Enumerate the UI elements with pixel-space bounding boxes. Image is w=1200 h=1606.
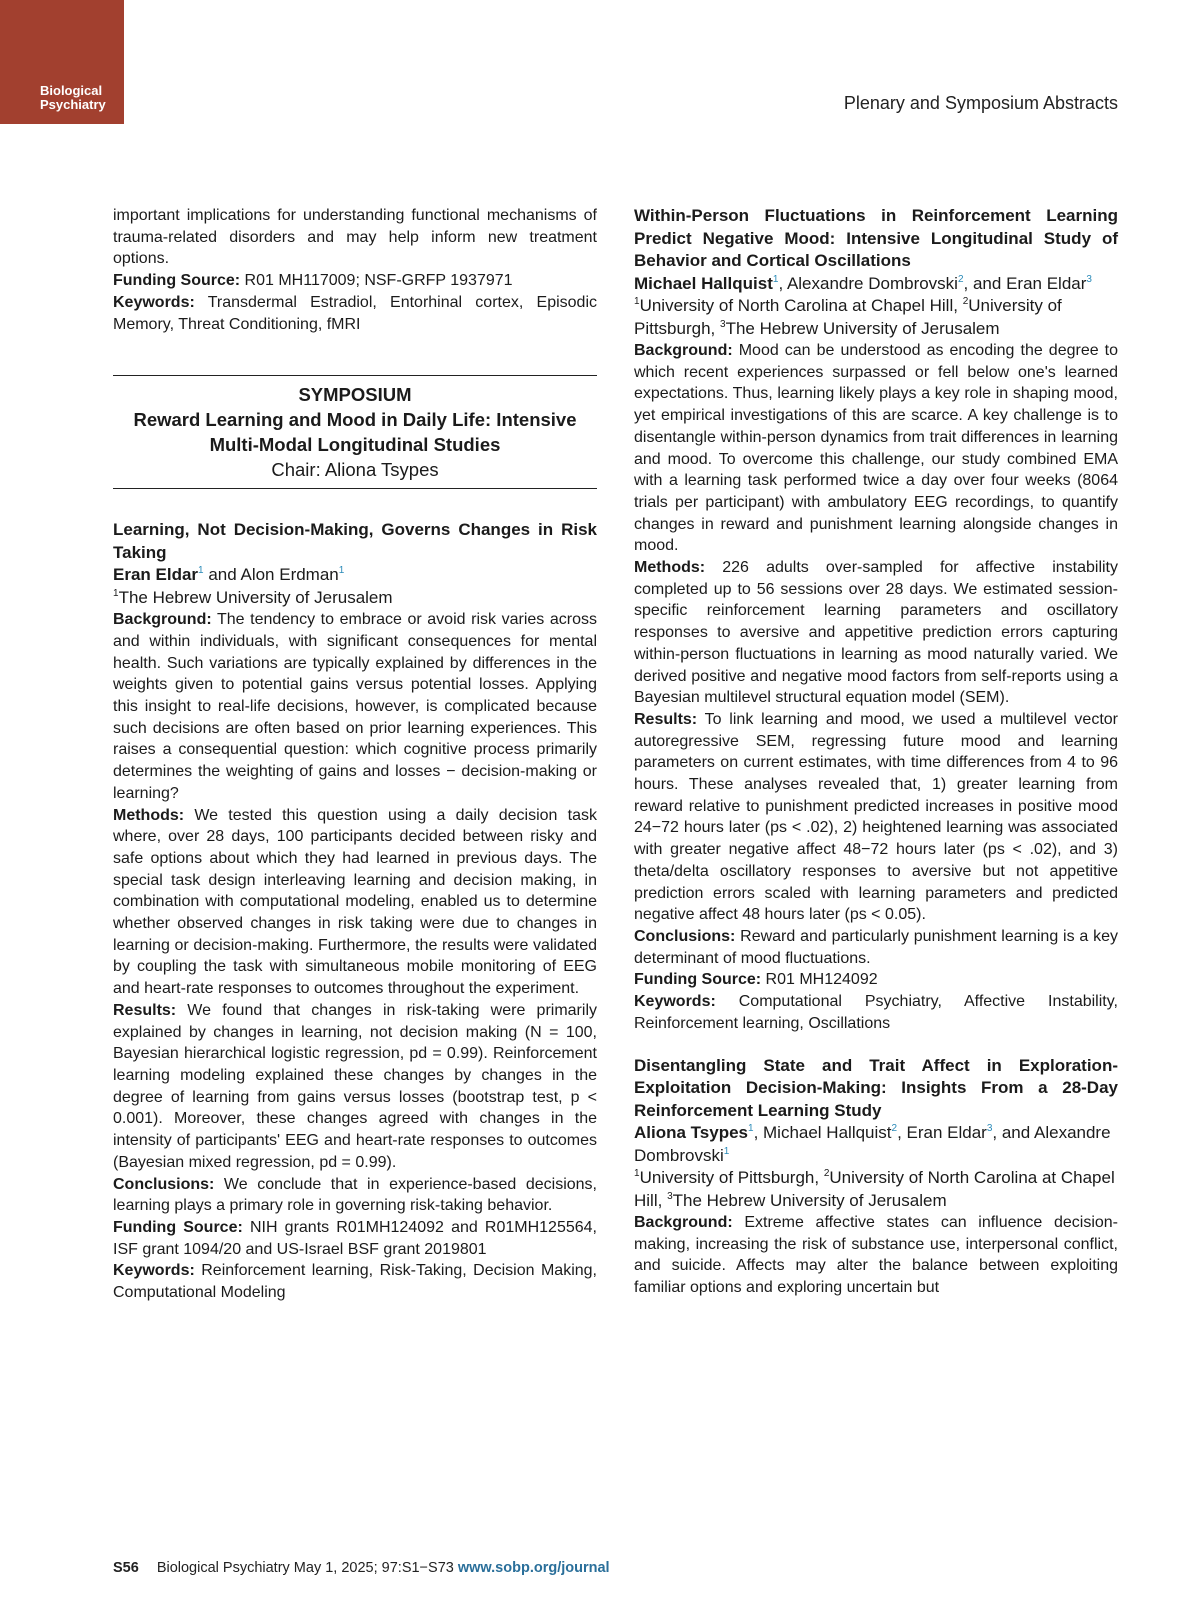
abstract2-background: Background: Extreme affective states can influence decision-making, increasing the risk of substance use, interpersonal conflict, and suicide. Affects may alter the balance between exploiting familiar options and exploring uncertain but	[634, 1214, 1118, 1297]
abstract-affiliation: $^1$The Hebrew University of Jerusalem	[113, 587, 393, 607]
abstract1-affiliations: $^1$University of North Carolina at Chapel Hill, $^2$University of Pittsburgh, $^3$The Hebrew University of Jerusalem	[634, 296, 1062, 338]
abstract2-authors: Aliona Tsypes$^1$, Michael Hallquist$^2$, Eran Eldar$^3$, and Alexandre Dombrovski$^1$	[634, 1123, 1111, 1165]
symposium-box	[113, 375, 597, 489]
logo-text: Biological Psychiatry	[40, 83, 106, 112]
abstract-funding: Funding Source: NIH grants R01MH124092 and R01MH125564, ISF grant 1094/20 and US-Israel BSF grant 2019801	[113, 1218, 597, 1258]
symposium-title-line2: Multi-Modal Longitudinal Studies	[209, 434, 501, 456]
journal-logo	[0, 0, 124, 124]
symposium-chair: Chair: Aliona Tsypes	[271, 459, 439, 481]
intro-keywords: Keywords: Transdermal Estradiol, Entorhinal cortex, Episodic Memory, Threat Conditioning, fMRI	[113, 293, 597, 333]
abstract1-background: Background: Mood can be understood as encoding the degree to which recent experiences surpassed or fell below one's learned expectations. Thus, learning likely plays a key role in shaping mood, yet empirical investigations of this are scarce. A key challenge is to disentangle within-person dynamics from trait differences in learning and mood. To overcome this challenge, our study combined EMA with a learning task performed twice a day over four weeks (8064 trials per participant) with ambulatory EEG recordings, to quantify changes in reward and punishment learning alongside changes in mood.	[634, 342, 1118, 555]
section-title: Plenary and Symposium Abstracts	[843, 93, 1118, 113]
abstract-results: Results: We found that changes in risk-taking were primarily explained by changes in learning, not decision making (N = 100, Bayesian hierarchical logistic regression, pd = 0.99). Reinforcement learning modeling explained these changes by changes in the degree of learning from gains versus losses (bootstrap test, p < 0.001). Moreover, these changes agreed with changes in the intensity of participants' EEG and heart-rate responses to outcomes (Bayesian mixed regression, pd = 0.99).	[113, 1001, 597, 1171]
left-column	[113, 205, 597, 1304]
abstract-authors: Eran Eldar$^1$ and Alon Erdman$^1$	[113, 565, 345, 585]
right-column	[634, 205, 1118, 1299]
abstract1-authors: Michael Hallquist$^1$, Alexandre Dombrovski$^2$, and Eran Eldar$^3$	[634, 273, 1092, 293]
abstract-conclusions: Conclusions: We conclude that in experience-based decisions, learning plays a primary role in governing risk-taking behavior.	[113, 1175, 597, 1215]
abstract-background: Background: The tendency to embrace or avoid risk varies across and within individuals, with significant consequences for mental health. Such variations are typically explained by differences in the weights given to potential gains versus potential losses. Applying this insight to real-life decisions, however, is complicated because such decisions are often based on prior learning experiences. This raises a consequential question: which cognitive process primarily determines the weighting of gains and losses − decision-making or learning?	[113, 611, 597, 802]
abstract-methods: Methods: We tested this question using a daily decision task where, over 28 days, 100 participants decided between risky and safe options about which they had learned in previous days. The special task design interleaving learning and decision making, in combination with computational modeling, enabled us to determine whether observed changes in risk taking were due to changes in learning or decision-making. Furthermore, the results were validated by coupling the task with simultaneous mobile monitoring of EEG and heart-rate responses to outcomes throughout the experiment.	[113, 806, 597, 998]
symposium-heading: SYMPOSIUM	[298, 384, 412, 406]
abstract2-affiliations: $^1$University of Pittsburgh, $^2$University of North Carolina at Chapel Hill, $^3$The Hebrew University of Jerusalem	[634, 1168, 1115, 1210]
abstract-keywords: Keywords: Reinforcement learning, Risk-Taking, Decision Making, Computational Modeling	[113, 1262, 597, 1302]
intro-funding: Funding Source: R01 MH117009; NSF-GRFP 1937971	[113, 272, 513, 290]
page-number: S56	[113, 1560, 139, 1576]
intro-text: important implications for understanding functional mechanisms of trauma-related disorders and may help inform new treatment options.	[113, 207, 597, 268]
abstract1-funding: Funding Source: R01 MH124092	[634, 971, 878, 989]
abstract1-methods: Methods: 226 adults over-sampled for affective instability completed up to 56 sessions over 28 days. We estimated session-specific reinforcement learning parameters and oscillatory responses to aversive and appetitive prediction errors capturing within-person fluctuations in learning as mood naturally varied. We derived positive and negative mood factors from self-reports using a Bayesian multilevel structural equation model (SEM).	[634, 559, 1118, 707]
abstract2-title: Disentangling State and Trait Affect in Exploration-Exploitation Decision-Making: Insights From a 28-Day Reinforcement Learning Study	[634, 1055, 1118, 1120]
page-footer	[113, 1560, 610, 1576]
abstract1-keywords: Keywords: Computational Psychiatry, Affective Instability, Reinforcement learning, Oscillations	[634, 993, 1118, 1032]
abstract-title: Learning, Not Decision-Making, Governs Changes in Risk Taking	[113, 520, 597, 562]
abstract1-conclusions: Conclusions: Reward and particularly punishment learning is a key determinant of mood fluctuations.	[634, 927, 1118, 967]
abstract1-results: Results: To link learning and mood, we used a multilevel vector autoregressive SEM, regressing future mood and learning parameters on current estimates, with time differences from 4 to 96 hours. These analyses revealed that, 1) greater learning from reward relative to punishment predicted increases in positive mood 24−72 hours later (ps < .02), 2) heightened learning was associated with greater negative affect 48−72 hours later (ps < .02), and 3) theta/delta oscillatory responses to aversive but not appetitive prediction errors scaled with learning parameters and predicted negative affect 48 hours later (ps < 0.05).	[634, 710, 1118, 924]
journal-url-link[interactable]: www.sobp.org/journal	[457, 1560, 610, 1576]
abstract1-title: Within-Person Fluctuations in Reinforcement Learning Predict Negative Mood: Intensive Longitudinal Study of Behavior and Cortical Oscillations	[634, 206, 1118, 270]
citation: Biological Psychiatry May 1, 2025; 97:S1−S73	[156, 1560, 458, 1576]
symposium-title-line1: Reward Learning and Mood in Daily Life: Intensive	[133, 409, 577, 431]
